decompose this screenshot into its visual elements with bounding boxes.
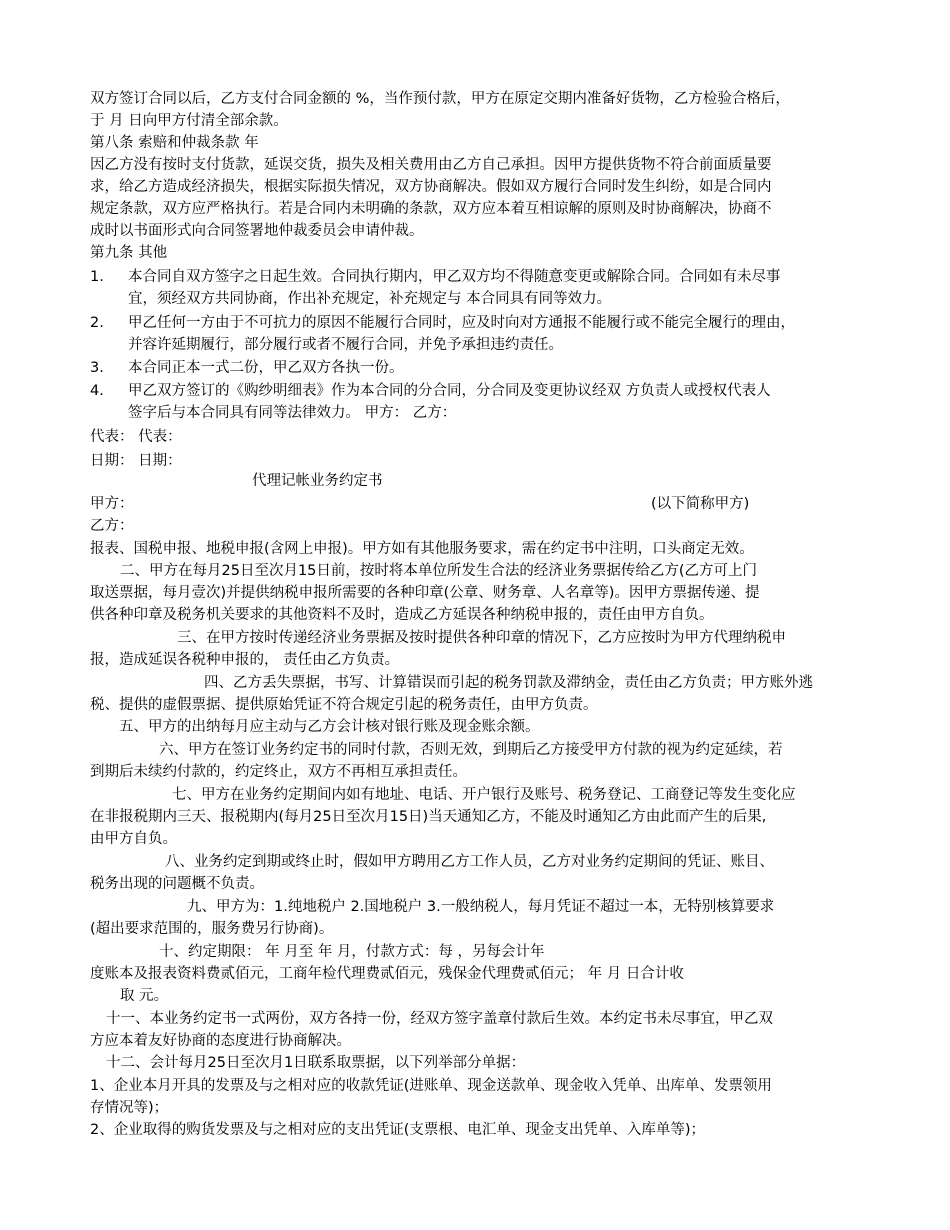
paragraph-line: 到期后未续约付款的，约定终止，双方不再相互承担责任。 xyxy=(90,764,467,780)
paragraph-line: 2、企业取得的购货发票及与之相对应的支出凭证(支票根、电汇单、现金支出凭单、入库单等)； xyxy=(90,1122,706,1138)
paragraph-line: 取 元。 xyxy=(120,988,169,1004)
list-item-text: 本合同正本一式二份，甲乙双方各执一份。 xyxy=(128,360,404,376)
list-item-text: 宜，须经双方共同协商，作出补充规定，补充规定与 本合同具有同等效力。 xyxy=(128,291,612,307)
list-item-text: 并容许延期履行，部分履行或者不履行合同，并免予承担违约责任。 xyxy=(128,337,563,353)
document-title: 代理记帐业务约定书 xyxy=(252,473,383,489)
list-item-number: 1. xyxy=(90,269,104,285)
paragraph-line: 税务出现的问题概不负责。 xyxy=(90,876,264,892)
paragraph-line: 规定条款，双方应严格执行。若是合同内未明确的条款，双方应本着互相谅解的原则及时协商解决，协商不 xyxy=(90,201,772,217)
paragraph-line: 四、乙方丢失票据，书写、计算错误而引起的税务罚款及滞纳金，责任由乙方负责；甲方账外逃 xyxy=(204,675,813,691)
list-item-number: 2. xyxy=(90,315,104,331)
paragraph-line: 税、提供的虚假票据、提供原始凭证不符合规定引起的税务责任，由甲方负责。 xyxy=(90,697,598,713)
paragraph-line: 九、甲方为：1.纯地税户 2.国地税户 3.一般纳税人，每月凭证不超过一本，无特别核算要求 xyxy=(187,899,775,915)
paragraph-line: 求，给乙方造成经济损失，根据实际损失情况，双方协商解决。假如双方履行合同时发生纠纷，如是合同内 xyxy=(90,179,772,195)
paragraph-line: 度账本及报表资料费贰佰元，工商年检代理费贰佰元，残保金代理费贰佰元； 年 月 日合计收 xyxy=(90,966,684,982)
paragraph-line: 存情况等)； xyxy=(90,1100,169,1116)
signature-line: 日期： 日期： xyxy=(90,453,182,469)
paragraph-line: 十二、会计每月25日至次月1日联系取票据，以下列举部分单据： xyxy=(106,1055,526,1071)
paragraph-line: (超出要求范围的，服务费另行协商)。 xyxy=(90,921,334,937)
paragraph-line: 因乙方没有按时支付货款，延误交货，损失及相关费用由乙方自己承担。因甲方提供货物不符合前面质量要 xyxy=(90,157,772,173)
signature-line: 代表： 代表： xyxy=(90,429,182,445)
party-a-label: 甲方： xyxy=(90,496,134,512)
party-a-note: (以下简称甲方) xyxy=(651,496,750,512)
paragraph-line: 六、甲方在签订业务约定书的同时付款，否则无效，到期后乙方接受甲方付款的视为约定延续，若 xyxy=(159,742,783,758)
list-item-text: 本合同自双方签字之日起生效。合同执行期内，甲乙双方均不得随意变更或解除合同。合同如有未尽事 xyxy=(128,269,781,285)
paragraph-line: 于 月 日向甲方付清全部余款。 xyxy=(90,113,288,129)
paragraph-line: 十、约定期限： 年 月至 年 月，付款方式：每 ，另每会计年 xyxy=(159,944,545,960)
paragraph-line: 七、甲方在业务约定期间内如有地址、电话、开户银行及账号、税务登记、工商登记等发生变化应 xyxy=(172,787,796,803)
list-item-text: 甲乙双方签订的《购纱明细表》作为本合同的分合同，分合同及变更协议经双 方负责人或授权代表人 xyxy=(128,383,771,399)
paragraph-line: 五、甲方的出纳每月应主动与乙方会计核对银行账及现金账余额。 xyxy=(119,719,540,735)
list-item-number: 3. xyxy=(90,360,104,376)
list-item-text: 签字后与本合同具有同等法律效力。 甲方： 乙方： xyxy=(128,405,457,421)
paragraph-line: 取送票据，每月壹次)并提供纳税申报所需要的各种印章(公章、财务章、人名章等)。因甲方票据传递、提 xyxy=(90,585,760,601)
party-b-label: 乙方： xyxy=(90,518,134,534)
paragraph-line: 八、业务约定到期或终止时，假如甲方聘用乙方工作人员，乙方对业务约定期间的凭证、账目、 xyxy=(165,854,774,870)
list-item-number: 4. xyxy=(90,383,104,399)
paragraph-line: 双方签订合同以后，乙方支付合同金额的 %，当作预付款，甲方在原定交期内准备好货物，乙方检验合格后， xyxy=(90,91,790,107)
paragraph-line: 报表、国税申报、地税申报(含网上申报)。甲方如有其他服务要求，需在约定书中注明，口头商定无效。 xyxy=(90,541,754,557)
paragraph-line: 报，造成延误各税种申报的， 责任由乙方负责。 xyxy=(90,652,400,668)
paragraph-line: 成时以书面形式向合同签署地仲裁委员会申请仲裁。 xyxy=(90,223,424,239)
paragraph-line: 三、在甲方按时传递经济业务票据及按时提供各种印章的情况下，乙方应按时为甲方代理纳税申 xyxy=(177,630,786,646)
paragraph-line: 供各种印章及税务机关要求的其他资料不及时，造成乙方延误各种纳税申报的，责任由甲方自负。 xyxy=(90,607,714,623)
section-heading: 第九条 其他 xyxy=(90,245,168,261)
paragraph-line: 在非报税期内三天、报税期内(每月25日至次月15日)当天通知乙方，不能及时通知乙方由此而产生的后果, xyxy=(90,809,767,825)
paragraph-line: 由甲方自负。 xyxy=(90,831,177,847)
paragraph-line: 1、企业本月开具的发票及与之相对应的收款凭证(进账单、现金送款单、现金收入凭单、出库单、发票领用 xyxy=(90,1078,772,1094)
list-item-text: 甲乙任何一方由于不可抗力的原因不能履行合同时，应及时向对方通报不能履行或不能完全履行的理由， xyxy=(128,315,795,331)
paragraph-line: 十一、本业务约定书一式两份，双方各持一份，经双方签字盖章付款后生效。本约定书未尽事宜，甲乙双 xyxy=(106,1011,773,1027)
section-heading: 第八条 索赔和仲裁条款 年 xyxy=(90,135,259,151)
paragraph-line: 方应本着友好协商的态度进行协商解决。 xyxy=(90,1033,351,1049)
paragraph-line: 二、甲方在每月25日至次月15日前，按时将本单位所发生合法的经济业务票据传给乙方(乙方可上门 xyxy=(120,563,758,579)
